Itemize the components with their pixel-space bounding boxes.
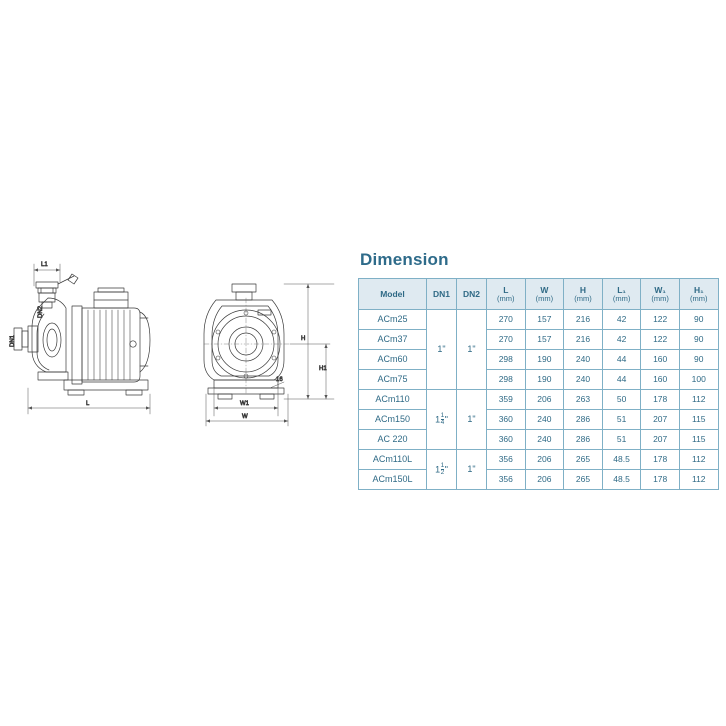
dimension-table-body [359,310,719,490]
header-w1: W₁ (mm) [641,279,680,310]
cell-model: AC 220 [359,430,427,450]
dimension-section [358,250,718,490]
cell-h1: 90 [679,330,718,350]
cell-l: 270 [487,310,526,330]
cell-w1: 160 [641,350,680,370]
cell-w: 206 [525,450,564,470]
cell-h1: 112 [679,390,718,410]
table-row [359,410,719,430]
drawings-svg [8,248,348,463]
cell-model: ACm150 [359,410,427,430]
cell-h1: 112 [679,450,718,470]
cell-l1: 48.5 [602,470,641,490]
header-h1: H₁ (mm) [679,279,718,310]
cell-w1: 160 [641,370,680,390]
dimension-table [358,278,719,490]
header-dn1: DN1 [427,279,457,310]
cell-h: 265 [564,470,603,490]
cell-h: 240 [564,370,603,390]
cell-h1: 112 [679,470,718,490]
cell-w: 190 [525,350,564,370]
cell-l1: 44 [602,350,641,370]
cell-l: 356 [487,470,526,490]
cell-l: 360 [487,410,526,430]
cell-w: 240 [525,410,564,430]
cell-h: 265 [564,450,603,470]
cell-model: ACm75 [359,370,427,390]
label-w: W [242,414,248,420]
cell-w1: 122 [641,330,680,350]
cell-h1: 115 [679,410,718,430]
cell-model: ACm25 [359,310,427,330]
table-row [359,330,719,350]
cell-l1: 50 [602,390,641,410]
header-l: L (mm) [487,279,526,310]
header-dn2: DN2 [457,279,487,310]
cell-dn2-group2: 1" [457,390,487,450]
cell-l1: 51 [602,410,641,430]
cell-model: ACm37 [359,330,427,350]
cell-model: ACm150L [359,470,427,490]
cell-h1: 115 [679,430,718,450]
label-h1: H1 [319,366,327,372]
table-row [359,430,719,450]
cell-l1: 51 [602,430,641,450]
table-header-row [359,279,719,310]
cell-w1: 207 [641,410,680,430]
cell-w1: 178 [641,450,680,470]
cell-w: 157 [525,330,564,350]
cell-h1: 90 [679,310,718,330]
cell-l: 270 [487,330,526,350]
cell-l1: 48.5 [602,450,641,470]
cell-w1: 178 [641,470,680,490]
header-l1: L₁ (mm) [602,279,641,310]
table-row [359,390,719,410]
cell-l: 298 [487,370,526,390]
cell-l: 360 [487,430,526,450]
table-row [359,310,719,330]
cell-h: 216 [564,310,603,330]
label-dn2: DN2 [38,305,44,318]
label-dn1: DN1 [10,334,16,347]
cell-h: 240 [564,350,603,370]
cell-w: 157 [525,310,564,330]
cell-l1: 42 [602,310,641,330]
cell-w: 190 [525,370,564,390]
label-w1: W1 [240,401,249,407]
cell-dn2-group1: 1" [457,310,487,390]
table-row [359,450,719,470]
cell-h1: 90 [679,350,718,370]
header-h: H (mm) [564,279,603,310]
cell-w1: 122 [641,310,680,330]
label-l: L [86,401,90,407]
cell-w1: 178 [641,390,680,410]
cell-w: 206 [525,470,564,490]
label-l1: L1 [41,262,48,268]
dimension-title: Dimension [360,250,449,269]
header-w: W (mm) [525,279,564,310]
table-row [359,370,719,390]
cell-dn2-group3: 1" [457,450,487,490]
cell-l1: 44 [602,370,641,390]
cell-model: ACm60 [359,350,427,370]
cell-dn1-group1: 1" [427,310,457,390]
cell-l: 359 [487,390,526,410]
technical-drawings [8,248,348,463]
cell-w: 240 [525,430,564,450]
label-16: 16 [276,377,283,383]
cell-model: ACm110 [359,390,427,410]
header-model: Model [359,279,427,310]
cell-dn1-group2: 1 $\frac{1}{4}$ " [427,390,457,450]
cell-h: 286 [564,410,603,430]
cell-h: 263 [564,390,603,410]
cell-h: 216 [564,330,603,350]
label-h: H [301,336,306,342]
table-row [359,470,719,490]
cell-l1: 42 [602,330,641,350]
cell-h1: 100 [679,370,718,390]
cell-dn1-group3: 1 $\frac{1}{2}$ " [427,450,457,490]
cell-l: 356 [487,450,526,470]
cell-l: 298 [487,350,526,370]
cell-w: 206 [525,390,564,410]
table-row [359,350,719,370]
cell-model: ACm110L [359,450,427,470]
cell-h: 286 [564,430,603,450]
cell-w1: 207 [641,430,680,450]
